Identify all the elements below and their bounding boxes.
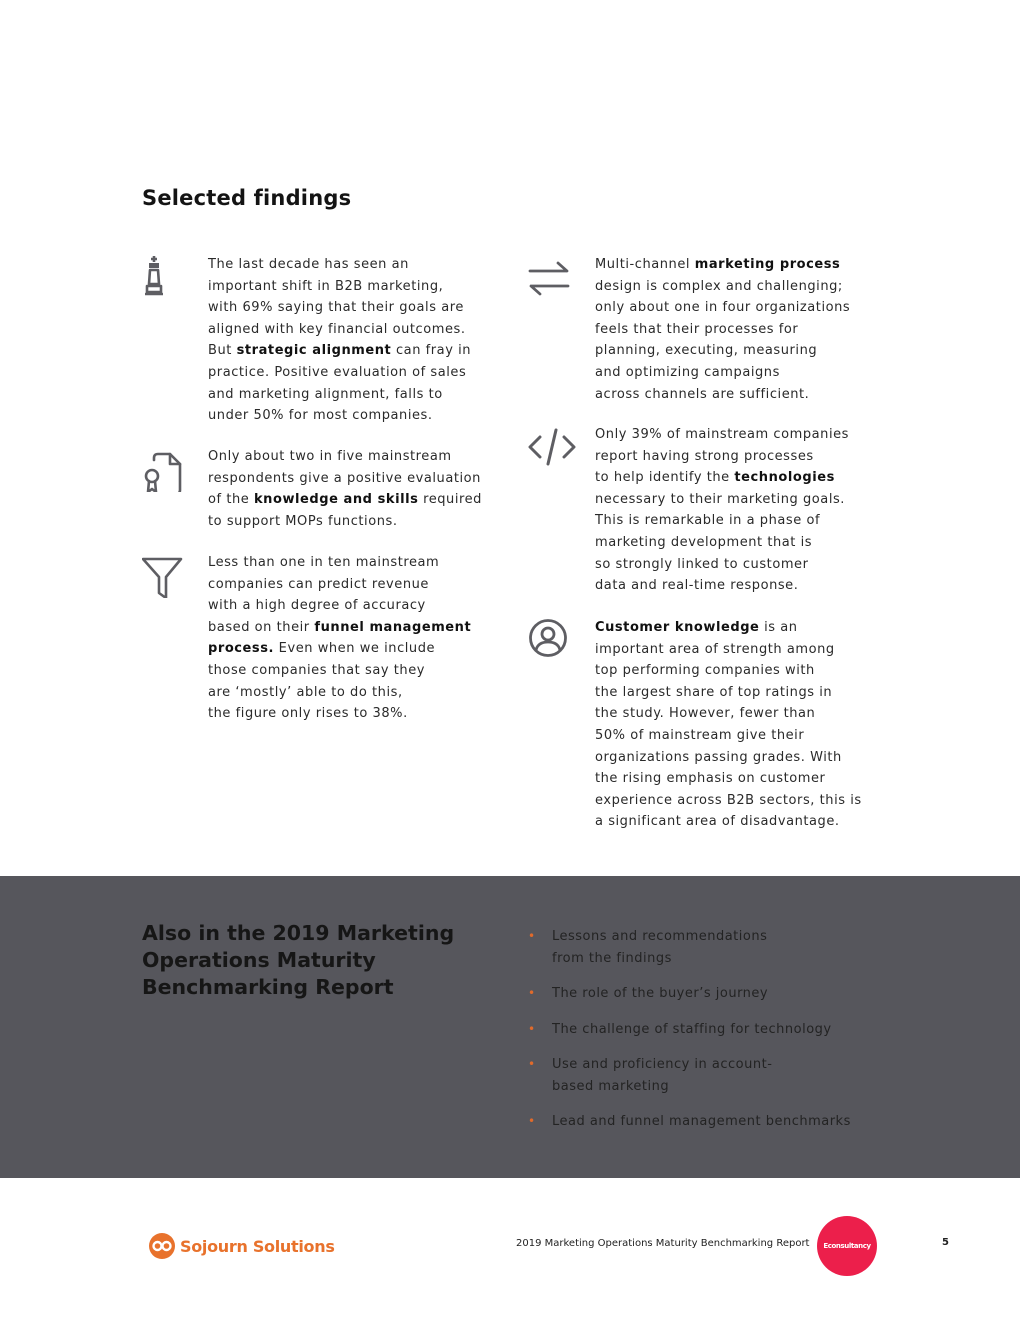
text-line: of the knowledge and skills required xyxy=(208,492,482,508)
text-line: to support MOPs functions. xyxy=(208,513,398,529)
text-line: organizations passing grades. With xyxy=(595,749,842,765)
text-line: across channels are sufficient. xyxy=(595,386,810,402)
text-line: the rising emphasis on customer xyxy=(595,771,826,787)
text-line: planning, executing, measuring xyxy=(595,343,818,359)
chess-king-icon xyxy=(142,254,188,300)
section-heading: Selected findings xyxy=(142,186,352,210)
text-line: design is complex and challenging; xyxy=(595,278,843,294)
text-line: to help identify the technologies xyxy=(595,470,835,486)
text-line: only about one in four organizations xyxy=(595,300,851,316)
text-line: based on their funnel management xyxy=(208,619,472,635)
list-item: • The role of the buyer’s journey xyxy=(528,983,851,1005)
text-line: so strongly linked to customer xyxy=(595,556,809,572)
text-line: feels that their processes for xyxy=(595,321,799,337)
text-line: 50% of mainstream give their xyxy=(595,727,805,743)
funnel-icon xyxy=(142,552,188,598)
list-item: • Use and proficiency in account- based marketing xyxy=(528,1054,851,1097)
text-line: But strategic alignment can fray in xyxy=(208,343,472,359)
text-line: experience across B2B sectors, this is xyxy=(595,792,862,808)
badge-text: Econsultancy xyxy=(823,1242,871,1250)
text-line: with a high degree of accuracy xyxy=(208,598,426,614)
finding-text xyxy=(595,424,849,597)
finding-text xyxy=(595,617,862,833)
sojourn-logo-icon xyxy=(148,1232,176,1260)
text-line: companies can predict revenue xyxy=(208,576,429,592)
list-item: • Lead and funnel management benchmarks xyxy=(528,1111,851,1133)
text-line: under 50% for most companies. xyxy=(208,408,433,424)
text-line: aligned with key financial outcomes. xyxy=(208,321,466,337)
text-line: important area of strength among xyxy=(595,641,835,657)
finding-text xyxy=(595,254,850,405)
list-item: • The challenge of staffing for technology xyxy=(528,1019,851,1041)
text-line: the figure only rises to 38%. xyxy=(208,706,408,722)
text-line: and optimizing campaigns xyxy=(595,364,780,380)
arrows-exchange-icon xyxy=(528,254,574,300)
text-line: report having strong processes xyxy=(595,448,814,464)
text-line: with 69% saying that their goals are xyxy=(208,300,464,316)
text-line: The last decade has seen an xyxy=(208,257,409,272)
text-line: a significant area of disadvantage. xyxy=(595,814,840,830)
code-icon xyxy=(528,424,574,470)
list-item: • Lessons and recommendations from the findings xyxy=(528,926,851,969)
also-in-report-title: Also in the 2019 Marketing Operations Maturity Benchmarking Report xyxy=(142,921,455,999)
text-line: data and real-time response. xyxy=(595,578,799,594)
text-line: are ‘mostly’ able to do this, xyxy=(208,684,403,700)
footer-report-title: 2019 Marketing Operations Maturity Benchmarking Report xyxy=(516,1238,810,1249)
text-line: Less than one in ten mainstream xyxy=(208,555,440,570)
text-line: respondents give a positive evaluation xyxy=(208,470,481,486)
finding-text xyxy=(208,552,471,725)
text-line: necessary to their marketing goals. xyxy=(595,491,845,507)
logo-text: Sojourn Solutions xyxy=(180,1236,335,1256)
user-circle-icon xyxy=(528,617,574,663)
text-line: This is remarkable in a phase of xyxy=(595,513,821,529)
text-line: marketing development that is xyxy=(595,534,813,550)
text-line: Only 39% of mainstream companies xyxy=(595,427,849,442)
finding-text xyxy=(208,446,482,532)
text-line: top performing companies with xyxy=(595,663,815,679)
text-line: practice. Positive evaluation of sales xyxy=(208,364,467,380)
finding-text xyxy=(208,254,471,427)
certificate-document-icon xyxy=(142,446,188,492)
text-line: Multi-channel marketing process xyxy=(595,257,841,272)
also-in-report-band xyxy=(0,876,1020,1178)
text-line: Customer knowledge is an xyxy=(595,620,798,635)
text-line: process. Even when we include xyxy=(208,641,436,657)
text-line: important shift in B2B marketing, xyxy=(208,278,444,294)
sojourn-solutions-logo xyxy=(148,1230,335,1262)
page-number: 5 xyxy=(942,1237,949,1248)
text-line: Only about two in five mainstream xyxy=(208,449,452,464)
econsultancy-badge xyxy=(817,1216,877,1276)
text-line: and marketing alignment, falls to xyxy=(208,386,443,402)
also-in-report-list xyxy=(528,926,851,1147)
text-line: those companies that say they xyxy=(208,662,426,678)
text-line: the largest share of top ratings in xyxy=(595,684,833,700)
text-line: the study. However, fewer than xyxy=(595,706,816,722)
